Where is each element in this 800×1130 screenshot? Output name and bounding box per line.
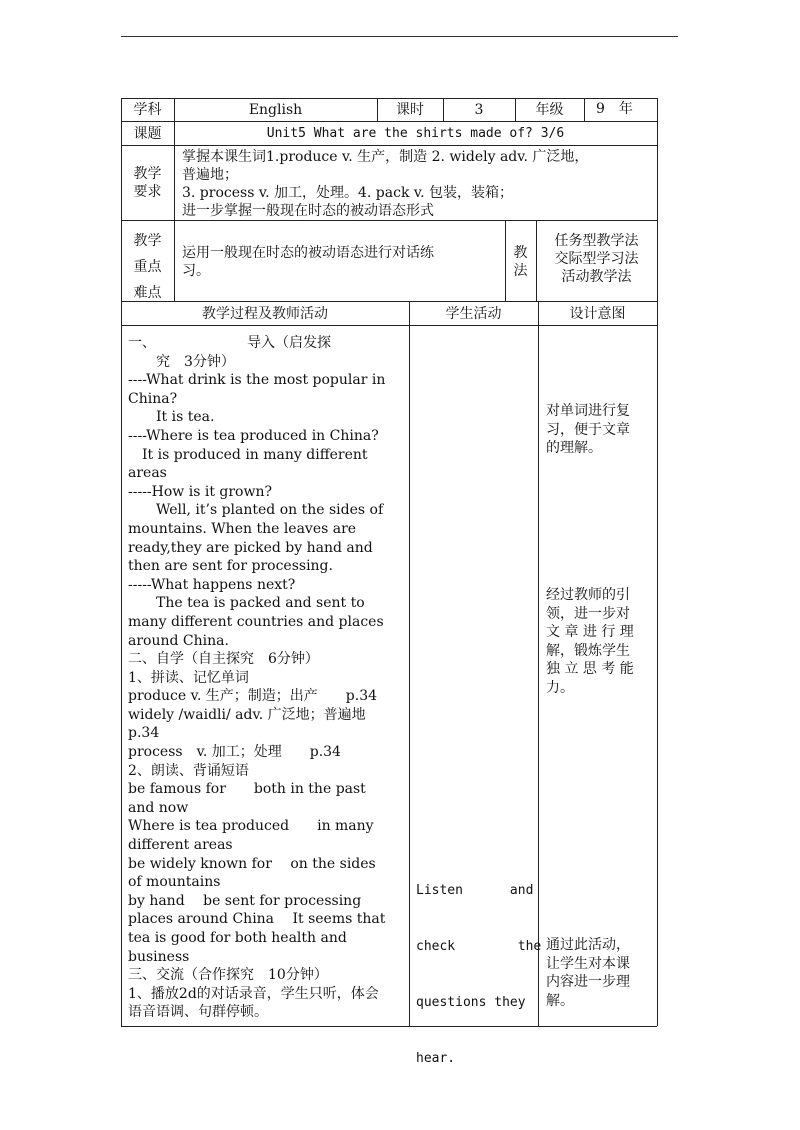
method-label-line: 法 xyxy=(513,263,528,279)
process-line: It is tea. xyxy=(156,409,215,426)
design-note-3 xyxy=(546,936,656,1010)
process-line: of mountains xyxy=(128,874,221,891)
design-note-line: 文 章 进 行 理 xyxy=(546,624,634,641)
student-activity-line: questions they xyxy=(416,994,526,1010)
topic-value: Unit5 What are the shirts made of? 3/6 xyxy=(266,126,565,141)
subject-value: English xyxy=(248,102,303,118)
requirements-label xyxy=(121,165,174,201)
process-line: p.34 xyxy=(128,725,160,742)
teaching-process xyxy=(128,334,404,1022)
process-line: ready,they are picked by hand and xyxy=(128,539,373,556)
design-column-header: 设计意图 xyxy=(569,306,626,322)
design-note-line: 力。 xyxy=(546,679,574,696)
process-line: areas xyxy=(128,465,167,482)
grade-label: 年级 xyxy=(535,102,564,118)
subject-label: 学科 xyxy=(133,102,162,118)
student-activity-line: check the xyxy=(416,938,542,954)
process-line: places around China It seems that xyxy=(128,911,386,928)
process-line: process v. 加工；处理 p.34 xyxy=(128,744,341,761)
process-line: 2、朗读、背诵短语 xyxy=(128,762,249,779)
teaching-methods xyxy=(536,232,657,286)
design-note-line: 让学生对本课 xyxy=(546,955,630,972)
process-line: The tea is packed and sent to xyxy=(156,595,365,612)
process-line: It is produced in many different xyxy=(142,446,368,463)
method-item: 活动教学法 xyxy=(561,269,632,285)
process-line: ----Where is tea produced in China? xyxy=(128,427,379,444)
design-note-line: 独 立 思 考 能 xyxy=(546,661,634,678)
page-top-rule xyxy=(121,36,678,37)
design-note-line: 通过此活动， xyxy=(546,937,630,953)
process-line: Where is tea produced in many xyxy=(128,818,374,835)
requirements-line: 进一步掌握一般现在时态的被动语态形式 xyxy=(182,203,434,219)
student-activity xyxy=(416,845,542,1105)
process-line: mountains. When the leaves are xyxy=(128,520,357,537)
process-line: be famous for both in the past xyxy=(128,781,366,798)
key-points-label-line: 重点 xyxy=(133,259,162,275)
key-points-line: 习。 xyxy=(182,263,210,279)
process-line: China? xyxy=(128,390,178,407)
method-item: 交际型学习法 xyxy=(554,251,639,267)
process-line: 二、自学（自主探究 6分钟） xyxy=(128,651,319,668)
key-points-line: 运用一般现在时态的被动语态进行对话练 xyxy=(182,245,434,261)
student-activity-line: hear. xyxy=(416,1050,456,1066)
period-value: 3 xyxy=(474,102,484,118)
requirements-line: 掌握本课生词1.produce v. 生产，制造 2. widely adv. 广泛地， xyxy=(182,149,589,165)
design-note-line: 解，锻炼学生 xyxy=(546,642,630,659)
process-line: by hand be sent for processing xyxy=(128,892,362,909)
process-line: -----How is it grown? xyxy=(128,483,272,500)
process-line: -----What happens next? xyxy=(128,576,296,593)
design-note-line: 领，进一步对 xyxy=(546,605,630,622)
design-note-line: 对单词进行复 xyxy=(546,403,630,419)
topic-label: 课题 xyxy=(133,126,162,142)
requirements-line: 普遍地； xyxy=(182,167,238,183)
process-line: business xyxy=(128,948,190,965)
period-label: 课时 xyxy=(396,102,424,118)
process-line: and now xyxy=(128,799,189,816)
process-line: many different countries and places xyxy=(128,613,384,630)
process-line: then are sent for processing. xyxy=(128,558,333,575)
method-label-line: 教 xyxy=(513,245,528,261)
process-line: be widely known for on the sides xyxy=(128,855,376,872)
key-points-content xyxy=(182,244,502,280)
process-column-header: 教学过程及教师活动 xyxy=(202,306,328,322)
student-activity-line: Listen and xyxy=(416,883,534,899)
design-note-2 xyxy=(546,586,656,698)
process-line: widely /waidli/ adv. 广泛地；普遍地 xyxy=(128,706,366,723)
design-note-line: 经过教师的引 xyxy=(546,587,630,603)
design-note-line: 习，便于文章 xyxy=(546,421,630,438)
process-line: 语音语调、句群停顿。 xyxy=(128,1004,268,1021)
process-line: produce v. 生产；制造；出产 p.34 xyxy=(128,688,378,705)
process-line: different areas xyxy=(128,837,233,854)
key-points-label xyxy=(121,228,174,306)
design-note-1 xyxy=(546,402,656,458)
method-item: 任务型教学法 xyxy=(554,233,639,249)
design-note-line: 的理解。 xyxy=(546,440,602,457)
requirements-line: 3. process v. 加工，处理。4. pack v. 包装，装箱； xyxy=(182,185,514,201)
method-label xyxy=(505,244,536,280)
key-points-label-line: 难点 xyxy=(133,285,162,301)
process-line: around China. xyxy=(128,632,229,649)
process-line: Well, it’s planted on the sides of xyxy=(156,502,384,519)
grade-value: 9 年 xyxy=(596,101,633,117)
design-note-line: 内容进一步理 xyxy=(546,974,630,991)
process-line: 三、交流（合作探究 10分钟） xyxy=(128,967,328,984)
process-line: tea is good for both health and xyxy=(128,930,347,946)
process-line: 1、播放2d的对话录音，学生只听，体会 xyxy=(128,985,379,1002)
requirements-content xyxy=(182,148,654,220)
requirements-label-text: 教学要求 xyxy=(133,166,162,200)
student-column-header: 学生活动 xyxy=(445,306,502,322)
design-note-line: 解。 xyxy=(546,992,574,1009)
process-line: 究 3分钟） xyxy=(156,353,235,370)
process-line: 一、 导入（启发探 xyxy=(128,335,331,351)
process-line: 1、拼读、记忆单词 xyxy=(128,669,249,686)
process-line: ----What drink is the most popular in xyxy=(128,372,386,389)
key-points-label-line: 教学 xyxy=(133,233,162,249)
